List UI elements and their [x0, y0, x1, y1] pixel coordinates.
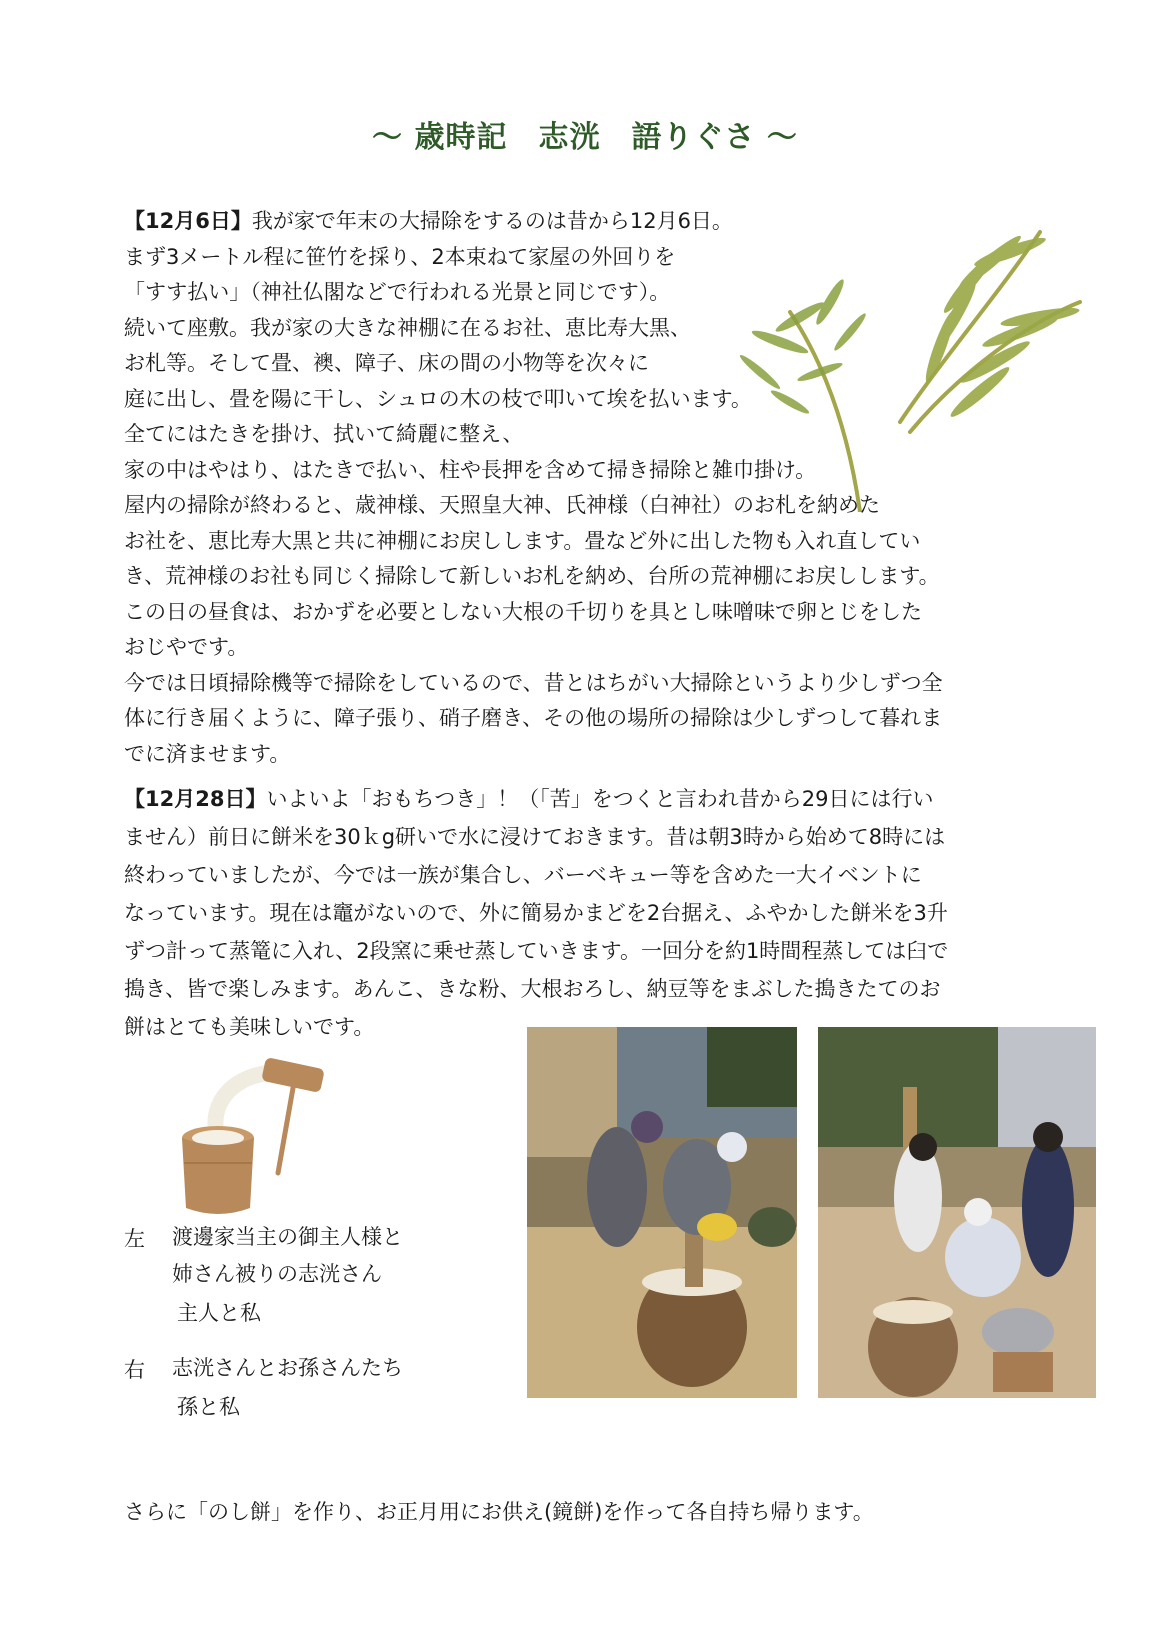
text-line: 終わっていましたが、今では一族が集合し、バーベキュー等を含めた一大イベントに: [124, 863, 922, 887]
text-line: まず3メートル程に笹竹を採り、2本束ねて家屋の外回りを: [124, 244, 676, 269]
text-line: 餅はとても美味しいです。: [124, 1015, 375, 1039]
section-dec28-line-1: 【12月28日】いよいよ「おもちつき」！（「苦」をつくと言われ昔から29日には行い: [124, 787, 934, 811]
text-line: 屋内の掃除が終わると、歳神様、天照皇大神、氏神様（白神社）のお札を納めた: [124, 493, 880, 517]
page-title: 〜 歳時記 志洸 語りぐさ 〜: [372, 120, 798, 155]
text-line: 庭に出し、畳を陽に干し、シュロの木の枝で叩いて埃を払います。: [124, 386, 752, 411]
photo-mochitsuki-left: [527, 1027, 797, 1398]
caption-right-line1: 志洸さんとお孫さんたち: [172, 1356, 403, 1380]
text-line: お札等。そして畳、襖、障子、床の間の小物等を次々に: [124, 351, 649, 375]
text-line: 「すす払い」（神社仏閣などで行われる光景と同じです）。: [124, 280, 671, 304]
text-line: 全てにはたきを掛け、拭いて綺麗に整え、: [124, 422, 524, 446]
mortar-mallet-illustration: [178, 1058, 358, 1218]
caption-left-line2: 姉さん被りの志洸さん: [172, 1262, 382, 1286]
text-line: 続いて座敷。我が家の大きな神棚に在るお社、恵比寿大黒、: [124, 315, 691, 340]
text-line: この日の昼食は、おかずを必要としない大根の千切りを具とし味噌味で卵とじをした: [124, 599, 922, 624]
text-line: おじやです。: [124, 635, 249, 659]
caption-left-line1: 渡邊家当主の御主人様と: [172, 1225, 403, 1249]
caption-right-mark: 右: [124, 1358, 145, 1382]
section-dec28-heading: 【12月28日】: [124, 787, 267, 811]
text-line: なっています。現在は竈がないので、外に簡易かまどを2台据え、ふやかした餅米を3升: [124, 901, 948, 925]
caption-right-sub: 孫と私: [177, 1395, 240, 1419]
text-line: 今では日頃掃除機等で掃除をしているので、昔とはちがい大掃除というより少しずつ全: [124, 670, 943, 695]
photo-mochitsuki-right: [818, 1027, 1096, 1398]
section-dec28: [124, 780, 1064, 1046]
text-line: お社を、恵比寿大黒と共に神棚にお戻しします。畳など外に出した物も入れ直してい: [124, 528, 921, 553]
text-line: 家の中はやはり、はたきで払い、柱や長押を含めて掃き掃除と雑巾掛け。: [124, 457, 817, 482]
text-line: 搗き、皆で楽しみます。あんこ、きな粉、大根おろし、納豆等をまぶした搗きたてのお: [124, 977, 941, 1001]
text-line: 体に行き届くように、障子張り、硝子磨き、その他の場所の掃除は少しずつして暮れま: [124, 706, 943, 730]
section-dec6-heading: 【12月6日】: [124, 209, 252, 233]
text-line: ずつ計って蒸篭に入れ、2段窯に乗せ蒸していきます。一回分を約1時間程蒸しては臼で: [124, 939, 949, 963]
text-line: き、荒神様のお社も同じく掃除して新しいお札を納め、台所の荒神棚にお戻しします。: [124, 564, 940, 588]
section-dec6-line-1: 【12月6日】我が家で年末の大掃除をするのは昔から12月6日。: [124, 209, 733, 233]
caption-left-mark: 左: [124, 1227, 145, 1251]
closing-text: さらに「のし餅」を作り、お正月用にお供え(鏡餅)を作って各自持ち帰ります。: [124, 1500, 874, 1524]
caption-left-sub: 主人と私: [177, 1301, 261, 1325]
text-line: でに済ませます。: [124, 741, 291, 766]
section-dec6: [124, 204, 1064, 772]
text-line: ません）前日に餅米を30ｋg研いで水に浸けておきます。昔は朝3時から始めて8時には: [124, 825, 946, 849]
